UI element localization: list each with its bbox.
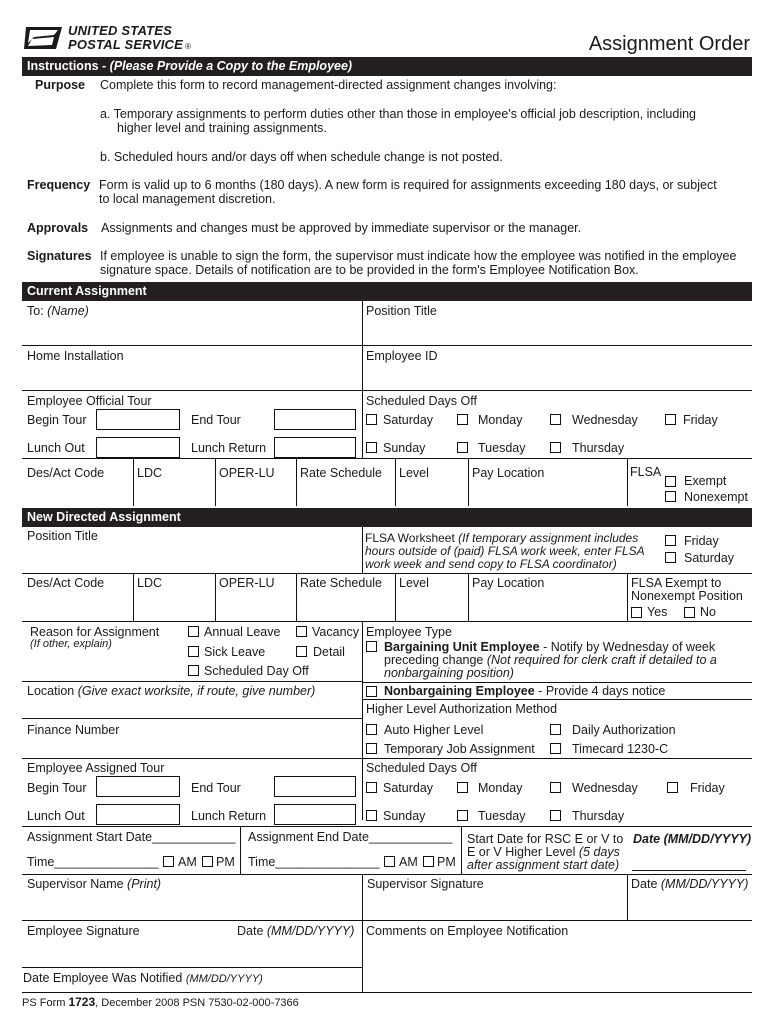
begin-tour-label: Begin Tour [27,413,87,427]
end-date-field[interactable]: Assignment End Date____________ [248,830,453,844]
new-directed-assignment-bar: New Directed Assignment [22,508,752,527]
finance-number-field[interactable]: Finance Number [27,723,120,737]
yes-label: Yes [647,605,668,619]
supervisor-name-field[interactable]: Supervisor Name (Print) [27,877,162,891]
sick-leave-label: Sick Leave [204,645,266,659]
new-ldc-field[interactable]: LDC [137,576,163,590]
official-tour-label: Employee Official Tour [27,394,152,408]
thursday-checkbox[interactable] [550,442,561,453]
new-desact-code-field[interactable]: Des/Act Code [27,576,105,590]
new-wednesday-checkbox[interactable] [550,782,561,793]
new-friday-label: Friday [690,781,725,795]
new-thursday-label: Thursday [572,809,625,823]
pay-location-field[interactable]: Pay Location [472,466,545,480]
begin-tour-input[interactable] [96,409,180,430]
nonbargaining-line: Nonbargaining Employee - Provide 4 days notice [384,684,666,698]
ldc-field[interactable]: LDC [137,466,163,480]
supervisor-signature-field[interactable]: Supervisor Signature [367,877,484,891]
yes-checkbox[interactable] [631,607,642,618]
temp-job-label: Temporary Job Assignment [384,742,535,756]
exempt-label: Exempt [684,474,727,488]
rsc-line2: E or V Higher Level (5 days [467,845,620,859]
new-wednesday-label: Wednesday [572,781,638,795]
time2-am-label: AM [399,855,418,869]
annual-leave-label: Annual Leave [204,625,281,639]
wednesday-label: Wednesday [572,413,638,427]
daily-auth-checkbox[interactable] [550,724,561,735]
saturday-checkbox[interactable] [366,414,377,425]
new-level-field[interactable]: Level [399,576,429,590]
flsa-worksheet-line1: FLSA Worksheet (If temporary assignment includes [365,531,639,545]
ws-friday-label: Friday [684,534,719,548]
new-tuesday-checkbox[interactable] [457,810,468,821]
supervisor-date-field[interactable]: Date (MM/DD/YYYY) [631,877,749,891]
new-lunch-out-input[interactable] [96,804,180,825]
new-oper-lu-field[interactable]: OPER-LU [219,576,275,590]
flsa-label: FLSA [630,465,662,479]
start-date-field[interactable]: Assignment Start Date____________ [27,830,236,844]
sick-leave-checkbox[interactable] [188,646,199,657]
exempt-checkbox[interactable] [665,476,676,487]
form-title: Assignment Order [588,33,750,55]
end-tour-label: End Tour [191,413,241,427]
oper-lu-field[interactable]: OPER-LU [219,466,275,480]
bargaining-line2: preceding change (Not required for clerk craft if detailed to a [384,653,717,667]
wednesday-checkbox[interactable] [550,414,561,425]
ws-saturday-checkbox[interactable] [665,552,676,563]
reason-hint: (If other, explain) [30,638,112,650]
frequency-label: Frequency [27,178,91,192]
lunch-return-label: Lunch Return [191,441,267,455]
monday-checkbox[interactable] [457,414,468,425]
saturday-label: Saturday [383,413,434,427]
date-notified-field[interactable]: Date Employee Was Notified (MM/DD/YYYY) [23,971,263,985]
time2-pm-label: PM [437,855,456,869]
assigned-tour-label: Employee Assigned Tour [27,761,165,775]
lunch-out-input[interactable] [96,437,180,458]
new-scheduled-days-off-label: Scheduled Days Off [366,761,477,775]
time2-am-checkbox[interactable] [384,856,395,867]
current-assignment-bar: Current Assignment [22,282,752,301]
instructions-bar: Instructions - (Please Provide a Copy to the Employee) [22,57,752,76]
auto-higher-checkbox[interactable] [366,724,377,735]
new-lunch-return-label: Lunch Return [191,809,267,823]
new-rate-schedule-field[interactable]: Rate Schedule [300,576,383,590]
thursday-label: Thursday [572,441,625,455]
time2-pm-checkbox[interactable] [423,856,434,867]
new-sunday-label: Sunday [383,809,426,823]
frequency-line1: Form is valid up to 6 months (180 days). A new form is required for assignments exceeding 180 days, or subject [99,178,717,192]
to-name-field[interactable]: To: (Name) [27,304,89,318]
scheduled-day-off-checkbox[interactable] [188,665,199,676]
flsa-exempt-line2: Nonexempt Position [631,589,743,603]
employee-date-field[interactable]: Date (MM/DD/YYYY) [237,924,355,938]
time1-am-label: AM [178,855,197,869]
approvals-text: Assignments and changes must be approved by immediate supervisor or the manager. [101,221,582,235]
frequency-line2: to local management discretion. [99,192,276,206]
new-position-title-field[interactable]: Position Title [27,529,98,543]
item-a-line2: higher level and training assignments. [117,121,327,135]
new-friday-checkbox[interactable] [667,782,678,793]
location-field[interactable]: Location (Give exact worksite, if route, give number) [27,684,316,698]
item-b: b. Scheduled hours and/or days off when schedule change is not posted. [100,150,503,164]
flsa-worksheet-line3: work week and send copy to FLSA coordinator) [365,557,617,571]
approvals-label: Approvals [27,221,89,235]
new-monday-label: Monday [478,781,523,795]
new-pay-location-field[interactable]: Pay Location [472,576,545,590]
new-lunch-return-input[interactable] [274,804,356,825]
vacancy-checkbox[interactable] [296,626,307,637]
friday-checkbox[interactable] [665,414,676,425]
bargaining-checkbox[interactable] [366,641,377,652]
item-a-line1: a. Temporary assignments to perform duties other than those in employee's official job description, including [100,107,696,121]
timecard-checkbox[interactable] [550,743,561,754]
usps-eagle-logo [24,23,64,51]
friday-label: Friday [683,413,718,427]
signatures-line2: signature space. Details of notification are to be provided in the form's Employee Notification Box. [100,263,639,277]
time1-field[interactable]: Time_______________ [27,855,159,869]
new-lunch-out-label: Lunch Out [27,809,85,823]
ws-friday-checkbox[interactable] [665,535,676,546]
new-end-tour-label: End Tour [191,781,241,795]
scheduled-days-off-label: Scheduled Days Off [366,394,477,408]
new-monday-checkbox[interactable] [457,782,468,793]
lunch-out-label: Lunch Out [27,441,85,455]
rsc-date-field[interactable]: Date (MM/DD/YYYY) [633,832,752,846]
vacancy-label: Vacancy [312,625,360,639]
new-saturday-checkbox[interactable] [366,782,377,793]
bargaining-line3: nonbargaining position) [384,666,514,680]
sunday-label: Sunday [383,441,426,455]
nonexempt-label: Nonexempt [684,490,748,504]
purpose-text: Complete this form to record management-directed assignment changes involving: [100,78,557,92]
home-installation-field[interactable]: Home Installation [27,349,124,363]
temp-job-checkbox[interactable] [366,743,377,754]
employee-signature-field[interactable]: Employee Signature [27,924,140,938]
bargaining-line1: Bargaining Unit Employee - Notify by Wednesday of week [384,640,716,654]
ws-saturday-label: Saturday [684,551,735,565]
employee-id-field[interactable]: Employee ID [366,349,438,363]
time1-pm-checkbox[interactable] [202,856,213,867]
higher-level-method-label: Higher Level Authorization Method [366,702,558,716]
new-begin-tour-label: Begin Tour [27,781,87,795]
comments-field[interactable]: Comments on Employee Notification [366,924,569,938]
new-thursday-checkbox[interactable] [550,810,561,821]
no-checkbox[interactable] [684,607,695,618]
logo-line-2: POSTAL SERVICE ® [68,37,192,52]
logo-line-1: UNITED STATES [68,23,172,38]
tuesday-label: Tuesday [478,441,526,455]
lunch-return-input[interactable] [274,437,356,458]
footer-form-id: PS Form 1723, December 2008 PSN 7530-02-000-7366 [22,995,299,1009]
new-begin-tour-input[interactable] [96,776,180,797]
tuesday-checkbox[interactable] [457,442,468,453]
daily-auth-label: Daily Authorization [572,723,676,737]
reason-label: Reason for Assignment [30,625,160,639]
flsa-worksheet-line2: hours outside of (paid) FLSA work week, enter FLSA [365,544,645,558]
timecard-label: Timecard 1230-C [572,742,669,756]
new-saturday-label: Saturday [383,781,434,795]
scheduled-day-off-label: Scheduled Day Off [204,664,309,678]
detail-checkbox[interactable] [296,646,307,657]
new-end-tour-input[interactable] [274,776,356,797]
nonexempt-checkbox[interactable] [665,491,676,502]
annual-leave-checkbox[interactable] [188,626,199,637]
auto-higher-label: Auto Higher Level [384,723,484,737]
no-label: No [700,605,716,619]
flsa-exempt-line1: FLSA Exempt to [631,576,722,590]
rate-schedule-field[interactable]: Rate Schedule [300,466,383,480]
monday-label: Monday [478,413,523,427]
rsc-line1: Start Date for RSC E or V to [467,832,624,846]
sunday-checkbox[interactable] [366,442,377,453]
purpose-label: Purpose [35,78,86,92]
signatures-label: Signatures [27,249,92,263]
nonbargaining-checkbox[interactable] [366,686,377,697]
detail-label: Detail [313,645,345,659]
new-tuesday-label: Tuesday [478,809,526,823]
end-tour-input[interactable] [274,409,356,430]
time2-field[interactable]: Time_______________ [248,855,380,869]
employee-type-label: Employee Type [366,625,452,639]
rsc-line3: after assignment start date) [467,858,620,872]
time1-am-checkbox[interactable] [163,856,174,867]
position-title-field[interactable]: Position Title [366,304,437,318]
time1-pm-label: PM [216,855,235,869]
level-field[interactable]: Level [399,466,429,480]
desact-code-field[interactable]: Des/Act Code [27,466,105,480]
signatures-line1: If employee is unable to sign the form, the supervisor must indicate how the employee was notified in the employee [100,249,737,263]
new-sunday-checkbox[interactable] [366,810,377,821]
